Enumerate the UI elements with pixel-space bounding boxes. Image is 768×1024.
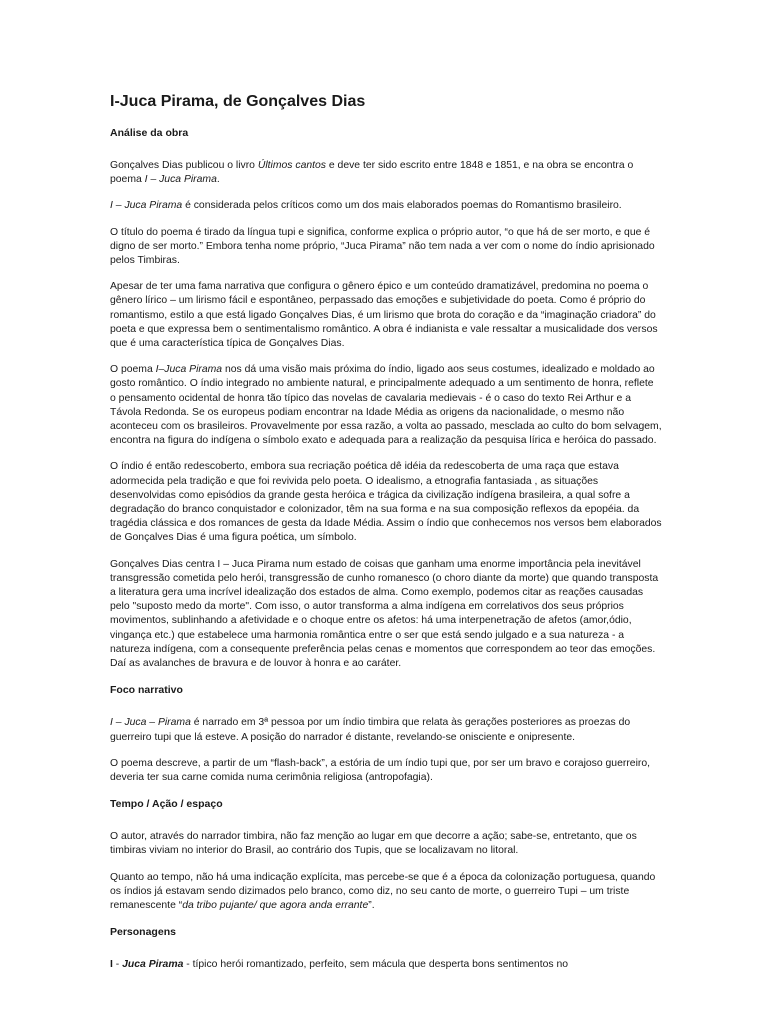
- paragraph: O poema descreve, a partir de um “flash-back”, a estória de um índio tupi que, por ser um bravo e corajoso guerreiro, deveria ter sua carne comida numa cerimônia religiosa (antropofagia).: [110, 757, 650, 783]
- paragraph: Quanto ao tempo, não há uma indicação explícita, mas percebe-se que é a época da colonização portuguesa, quando os índios já estavam sendo dizimados pelo branco, como diz, no seu canto de morte, o guerreiro Tupi – um triste remanescente “da tribo pujante/ que agora anda errante”.: [110, 871, 656, 911]
- paragraph: Gonçalves Dias publicou o livro Últimos cantos e deve ter sido escrito entre 1848 e 1851, e na obra se encontra o poema I – Juca Pirama.: [110, 160, 634, 186]
- paragraph: O índio é então redescoberto, embora sua recriação poética dê idéia da redescoberta de uma raça que estava adormecida pela tradição e que foi revivida pelo poeta. O idealismo, a etnografia fantasiada , as situações desenvolvidas como episódios da grande gesta heróica e trágica da civilização indígena brasileira, a qual sofre a degradação do branco conquistador e colonizador, têm na sua forma e na sua composição reflexos da epopéia. da tragédia clássica e dos romances de gesta da Idade Média. Assim o índio que conhecemos nos versos bem elaborados de Gonçalves Dias é uma figura poética, um símbolo.: [110, 461, 662, 544]
- paragraph: Apesar de ter uma fama narrativa que configura o gênero épico e um conteúdo dramatizável, predomina no poema o gênero lírico – um lirismo fácil e espontâneo, perpassado das emoções e subjetividade do poeta. Como é próprio do romantismo, estilo a que está ligado Gonçalves Dias, é um lirismo que brota do coração e da “imaginação criadora” do poeta e que expressa bem o sentimentalismo romântico. A obra é indianista e vale ressaltar a musicalidade dos versos que é uma característica típica de Gonçalves Dias.: [110, 281, 658, 350]
- document-title: I-Juca Pirama, de Gonçalves Dias: [110, 93, 366, 110]
- paragraph: Gonçalves Dias centra I – Juca Pirama num estado de coisas que ganham uma enorme importância pela inevitável transgressão cometida pelo herói, transgressão de cunho romanesco (o choro diante da morte) que quando transposta a literatura gera uma incrível idealização dos estados de alma. Como exemplo, podemos citar as reações causadas pelo "suposto medo da morte". Com isso, o autor transforma a alma indígena em correlativos dos seus próprios movimentos, sublinhando a afetividade e o choque entre os afetos: há uma interpenetração de afetos (amor,ódio, vingança etc.) que estabelece uma harmonia romântica entre o ser que está sendo julgado e a sua natureza - a natureza indígena, com a consequente preferência pelas cenas e momentos que correspondem ao teor das emoções. Daí as avalanches de bravura e de louvor à honra e ao caráter.: [110, 558, 659, 670]
- section-heading-personagens: Personagens: [110, 926, 176, 939]
- section-heading-analise: Análise da obra: [110, 127, 189, 139]
- paragraph: I - Juca Pirama - típico herói romantizado, perfeito, sem mácula que desperta bons sentimentos no: [110, 959, 569, 971]
- paragraph: I – Juca Pirama é considerada pelos críticos como um dos mais elaborados poemas do Romantismo brasileiro.: [110, 200, 622, 212]
- paragraph: O poema I–Juca Pirama nos dá uma visão mais próxima do índio, ligado aos seus costumes, idealizado e moldado ao gosto romântico. O índio integrado no ambiente natural, e principalmente adequado a um sentimento de honra, reflete o pensamento ocidental de honra tão típico das novelas de cavalaria medievais - é o caso do texto Rei Arthur e a Távola Redonda. Se os europeus podiam encontrar na Idade Média as origens da nacionalidade, o mesmo não aconteceu com os brasileiros. Provavelmente por essa razão, a volta ao passado, mesclada ao culto do bom selvagem, encontra na figura do indígena o símbolo exato e adequada para a realização da pesquisa lírica e heróica do passado.: [110, 364, 662, 447]
- paragraph: I – Juca – Pirama é narrado em 3ª pessoa por um índio timbira que relata às gerações posteriores as proezas do guerreiro tupi que lá esteve. A posição do narrador é distante, revelando-se onisciente e onipresente.: [110, 717, 631, 743]
- paragraph: O autor, através do narrador timbira, não faz menção ao lugar em que decorre a ação; sabe-se, entretanto, que os timbiras viviam no interior do Brasil, ao contrário dos Tupis, que se localizavam no litoral.: [110, 831, 637, 857]
- section-heading-foco: Foco narrativo: [110, 684, 183, 697]
- section-heading-tempo: Tempo / Ação / espaço: [110, 798, 223, 811]
- paragraph: O título do poema é tirado da língua tupi e significa, conforme explica o próprio autor, “o que há de ser morto, e que é digno de ser morto.” Embora tenha nome próprio, “Juca Pirama” não tem nada a ver com o nome do índio aprisionado pelos Timbiras.: [110, 226, 655, 267]
- document-page: [110, 92, 662, 984]
